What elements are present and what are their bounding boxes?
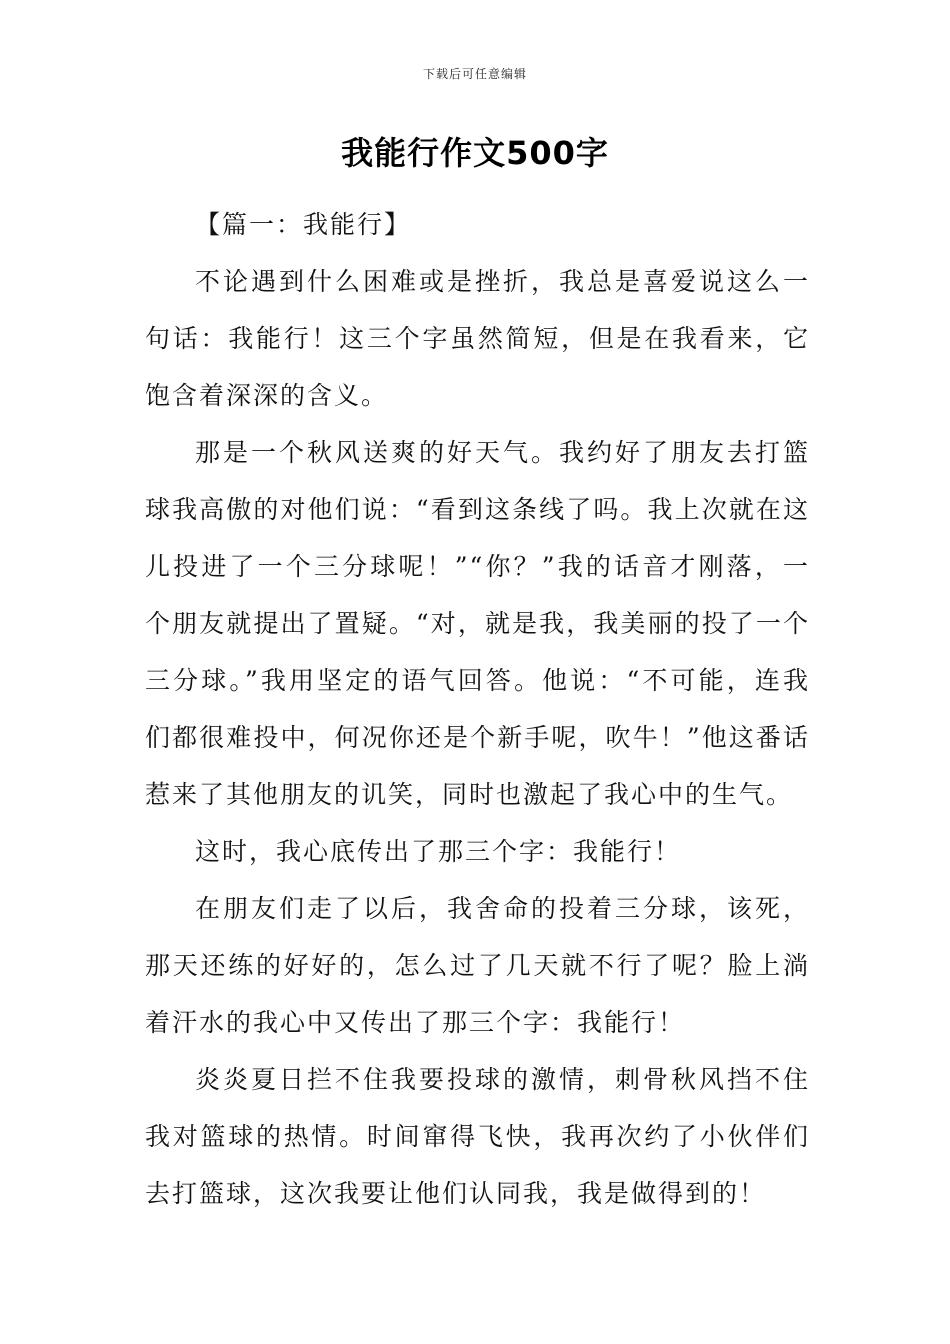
paragraph: 那是一个秋风送爽的好天气。我约好了朋友去打篮球我高傲的对他们说：“看到这条线了吗。我上次就在这儿投进了一个三分球呢！”“你？”我的话音才刚落，一个朋友就提出了置疑。“对，就是我，我美丽的投了一个三分球。”我用坚定的语气回答。他说：“不可能，连我们都很难投中，何况你还是个新手呢，吹牛！”他这番话惹来了其他朋友的讥笑，同时也激起了我心中的生气。 <box>145 438 810 809</box>
header-note: 下载后可任意编辑 <box>422 67 527 81</box>
paragraph: 炎炎夏日拦不住我要投球的激情，刺骨秋风挡不住我对篮球的热情。时间窜得飞快，我再次约了小伙伴们去打篮球，这次我要让他们认同我，我是做得到的！ <box>145 1065 810 1208</box>
page-title: 我能行作文500字 <box>341 134 609 172</box>
section-heading: 【篇一：我能行】 <box>195 210 412 239</box>
paragraph: 在朋友们走了以后，我舍命的投着三分球，该死，那天还练的好好的，怎么过了几天就不行了呢？脸上淌着汗水的我心中又传出了那三个字：我能行！ <box>145 894 810 1037</box>
paragraph: 这时，我心底传出了那三个字：我能行！ <box>195 837 682 866</box>
paragraph: 不论遇到什么困难或是挫折，我总是喜爱说这么一句话：我能行！这三个字虽然简短，但是在我看来，它饱含着深深的含义。 <box>145 267 810 410</box>
article-body <box>145 196 810 1222</box>
